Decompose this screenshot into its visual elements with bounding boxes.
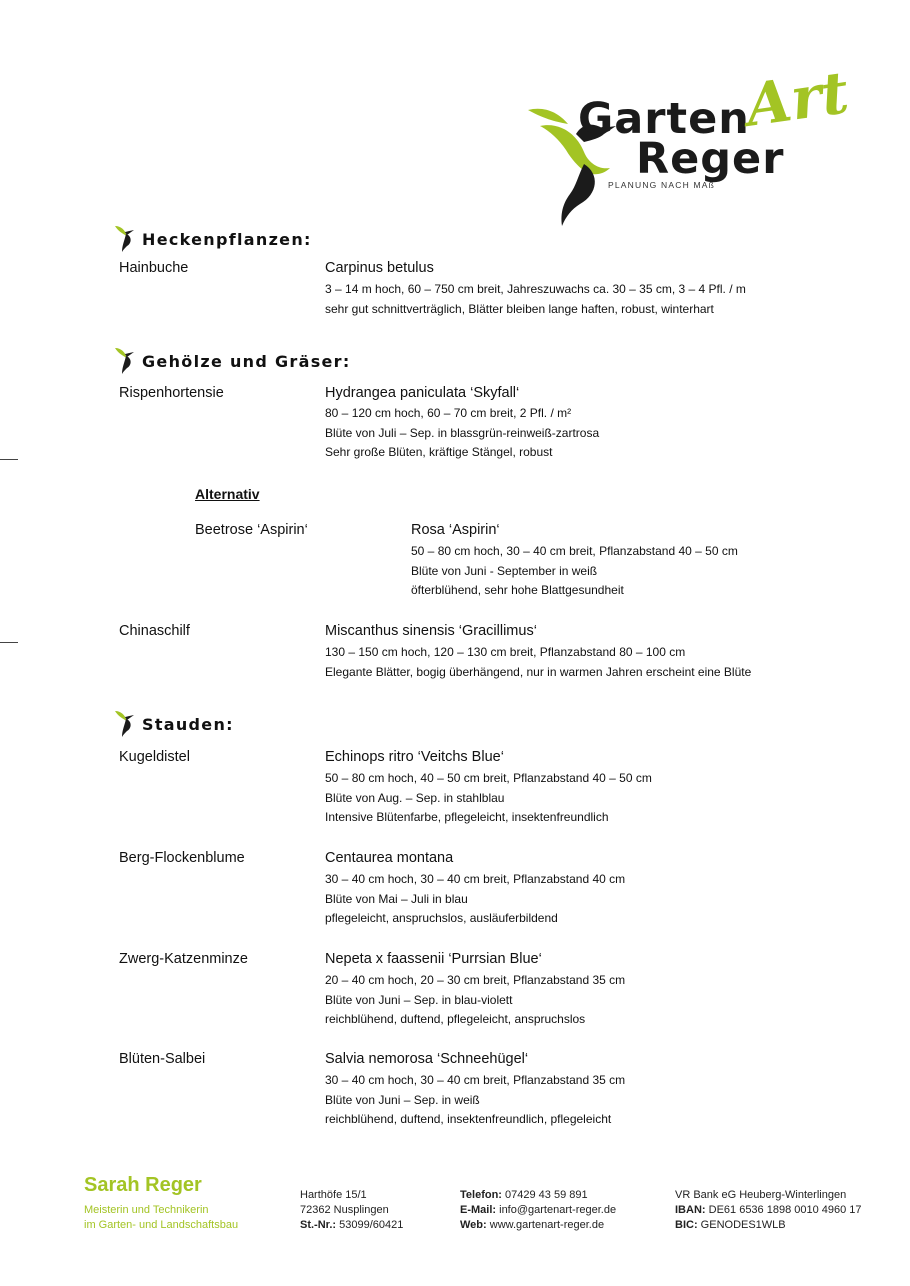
section-title-gehoelze: Gehölze und Gräser: xyxy=(142,352,351,371)
iban-value: DE61 6536 1898 0010 4960 17 xyxy=(708,1204,862,1216)
plant-details xyxy=(325,971,625,1030)
email-label: E-Mail: xyxy=(460,1204,497,1216)
plant-details xyxy=(411,542,738,601)
plant-common-name: Berg-Flockenblume xyxy=(119,850,245,866)
plant-detail-line: 30 – 40 cm hoch, 30 – 40 cm breit, Pflanzabstand 40 cm xyxy=(325,872,626,886)
plant-details xyxy=(325,404,599,463)
plant-common-name: Hainbuche xyxy=(119,260,189,276)
bic-label: BIC: xyxy=(675,1219,698,1231)
plant-details xyxy=(325,769,652,828)
plant-common-name: Rispenhortensie xyxy=(119,385,224,401)
plant-detail-line: Elegante Blätter, bogig überhängend, nur in warmen Jahren erscheint eine Blüte xyxy=(325,664,752,679)
section-title-heckenpflanzen: Heckenpflanzen: xyxy=(142,230,312,249)
tax-value: 53099/60421 xyxy=(339,1219,404,1231)
footer-subtitle xyxy=(84,1203,238,1233)
web-link[interactable]: www.gartenart-reger.de xyxy=(489,1219,605,1231)
address-line: Harthöfe 15/1 xyxy=(300,1189,367,1201)
plant-detail-line: 3 – 14 m hoch, 60 – 750 cm breit, Jahreszuwachs ca. 30 – 35 cm, 3 – 4 Pfl. / m xyxy=(325,282,746,296)
footer-contact xyxy=(460,1188,616,1233)
logo-word-art: Art xyxy=(741,58,853,140)
plant-common-name: Kugeldistel xyxy=(119,749,190,765)
plant-common-name: Chinaschilf xyxy=(119,623,190,639)
hummingbird-icon xyxy=(113,709,135,737)
address-line: 72362 Nusplingen xyxy=(300,1204,389,1216)
plant-details xyxy=(325,1071,625,1130)
plant-common-name: Blüten-Salbei xyxy=(119,1051,206,1067)
iban-line xyxy=(675,1203,862,1218)
phone-line xyxy=(460,1188,616,1203)
fold-mark xyxy=(0,459,18,460)
plant-detail-line: 50 – 80 cm hoch, 30 – 40 cm breit, Pflanzabstand 40 – 50 cm xyxy=(411,544,738,558)
logo-tagline: PLANUNG NACH MAß xyxy=(608,180,716,190)
bic-line xyxy=(675,1218,862,1233)
plant-detail-line: 130 – 150 cm hoch, 120 – 130 cm breit, Pflanzabstand 80 – 100 cm xyxy=(325,645,686,659)
plant-details xyxy=(325,870,625,929)
hummingbird-icon xyxy=(113,346,135,374)
plant-latin-name: Hydrangea paniculata ‘Skyfall‘ xyxy=(325,385,520,401)
plant-detail-line: reichblühend, duftend, pflegeleicht, anspruchslos xyxy=(325,1012,586,1026)
phone-label: Telefon: xyxy=(460,1189,502,1201)
hummingbird-icon xyxy=(113,224,135,252)
footer-bank xyxy=(675,1188,862,1233)
logo-word-reger: Reger xyxy=(636,134,785,184)
tax-label: St.-Nr.: xyxy=(300,1219,337,1231)
plant-detail-line: 50 – 80 cm hoch, 40 – 50 cm breit, Pflanzabstand 40 – 50 cm xyxy=(325,771,652,785)
plant-detail-line: 80 – 120 cm hoch, 60 – 70 cm breit, 2 Pfl. / m² xyxy=(325,406,572,420)
email-line xyxy=(460,1203,616,1218)
plant-latin-name: Centaurea montana xyxy=(325,850,454,866)
plant-detail-line: öfterblühend, sehr hohe Blattgesundheit xyxy=(411,583,624,597)
plant-latin-name: Rosa ‘Aspirin‘ xyxy=(411,522,500,538)
plant-detail-line: Blüte von Mai – Juli in blau xyxy=(325,891,468,906)
fold-mark xyxy=(0,642,18,643)
logo-word-garten: Garten xyxy=(578,94,750,144)
footer-company-name: Sarah Reger xyxy=(84,1174,202,1196)
plant-details xyxy=(325,643,751,682)
plant-common-name: Zwerg-Katzenminze xyxy=(119,951,248,967)
plant-common-name: Beetrose ‘Aspirin‘ xyxy=(195,522,308,538)
web-line xyxy=(460,1218,616,1233)
plant-latin-name: Carpinus betulus xyxy=(325,260,434,276)
plant-detail-line: Blüte von Juli – Sep. in blassgrün-reinweiß-zartrosa xyxy=(325,425,600,440)
plant-detail-line: Blüte von Juni – Sep. in weiß xyxy=(325,1092,480,1107)
section-title-stauden: Stauden: xyxy=(142,715,234,734)
plant-detail-line: 20 – 40 cm hoch, 20 – 30 cm breit, Pflanzabstand 35 cm xyxy=(325,973,626,987)
plant-latin-name: Echinops ritro ‘Veitchs Blue‘ xyxy=(325,749,504,765)
plant-detail-line: reichblühend, duftend, insektenfreundlich, pflegeleicht xyxy=(325,1112,612,1126)
tax-number xyxy=(300,1218,403,1233)
footer-address xyxy=(300,1188,403,1233)
plant-latin-name: Miscanthus sinensis ‘Gracillimus‘ xyxy=(325,623,537,639)
plant-detail-line: Blüte von Juni – Sep. in blau-violett xyxy=(325,992,513,1007)
bic-value: GENODES1WLB xyxy=(700,1219,786,1231)
company-logo xyxy=(528,58,858,231)
web-label: Web: xyxy=(460,1219,487,1231)
plant-detail-line: 30 – 40 cm hoch, 30 – 40 cm breit, Pflanzabstand 35 cm xyxy=(325,1073,626,1087)
plant-detail-line: Blüte von Juni - September in weiß xyxy=(411,563,598,578)
iban-label: IBAN: xyxy=(675,1204,706,1216)
plant-latin-name: Nepeta x faassenii ‘Purrsian Blue‘ xyxy=(325,951,542,967)
alternative-label: Alternativ xyxy=(195,486,260,502)
plant-detail-line: pflegeleicht, anspruchslos, ausläuferbildend xyxy=(325,911,558,925)
plant-detail-line: Sehr große Blüten, kräftige Stängel, robust xyxy=(325,445,553,459)
bank-name: VR Bank eG Heuberg-Winterlingen xyxy=(675,1189,847,1201)
plant-details xyxy=(325,280,746,319)
email-link[interactable]: info@gartenart-reger.de xyxy=(499,1204,617,1216)
plant-latin-name: Salvia nemorosa ‘Schneehügel‘ xyxy=(325,1051,529,1067)
phone-value[interactable]: 07429 43 59 891 xyxy=(505,1189,588,1201)
plant-detail-line: sehr gut schnittverträglich, Blätter bleiben lange haften, robust, winterhart xyxy=(325,301,714,316)
footer-subtitle-line: Meisterin und Technikerin xyxy=(84,1204,209,1216)
footer-subtitle-line: im Garten- und Landschaftsbau xyxy=(84,1219,239,1231)
plant-detail-line: Intensive Blütenfarbe, pflegeleicht, insektenfreundlich xyxy=(325,810,609,824)
plant-detail-line: Blüte von Aug. – Sep. in stahlblau xyxy=(325,790,505,805)
